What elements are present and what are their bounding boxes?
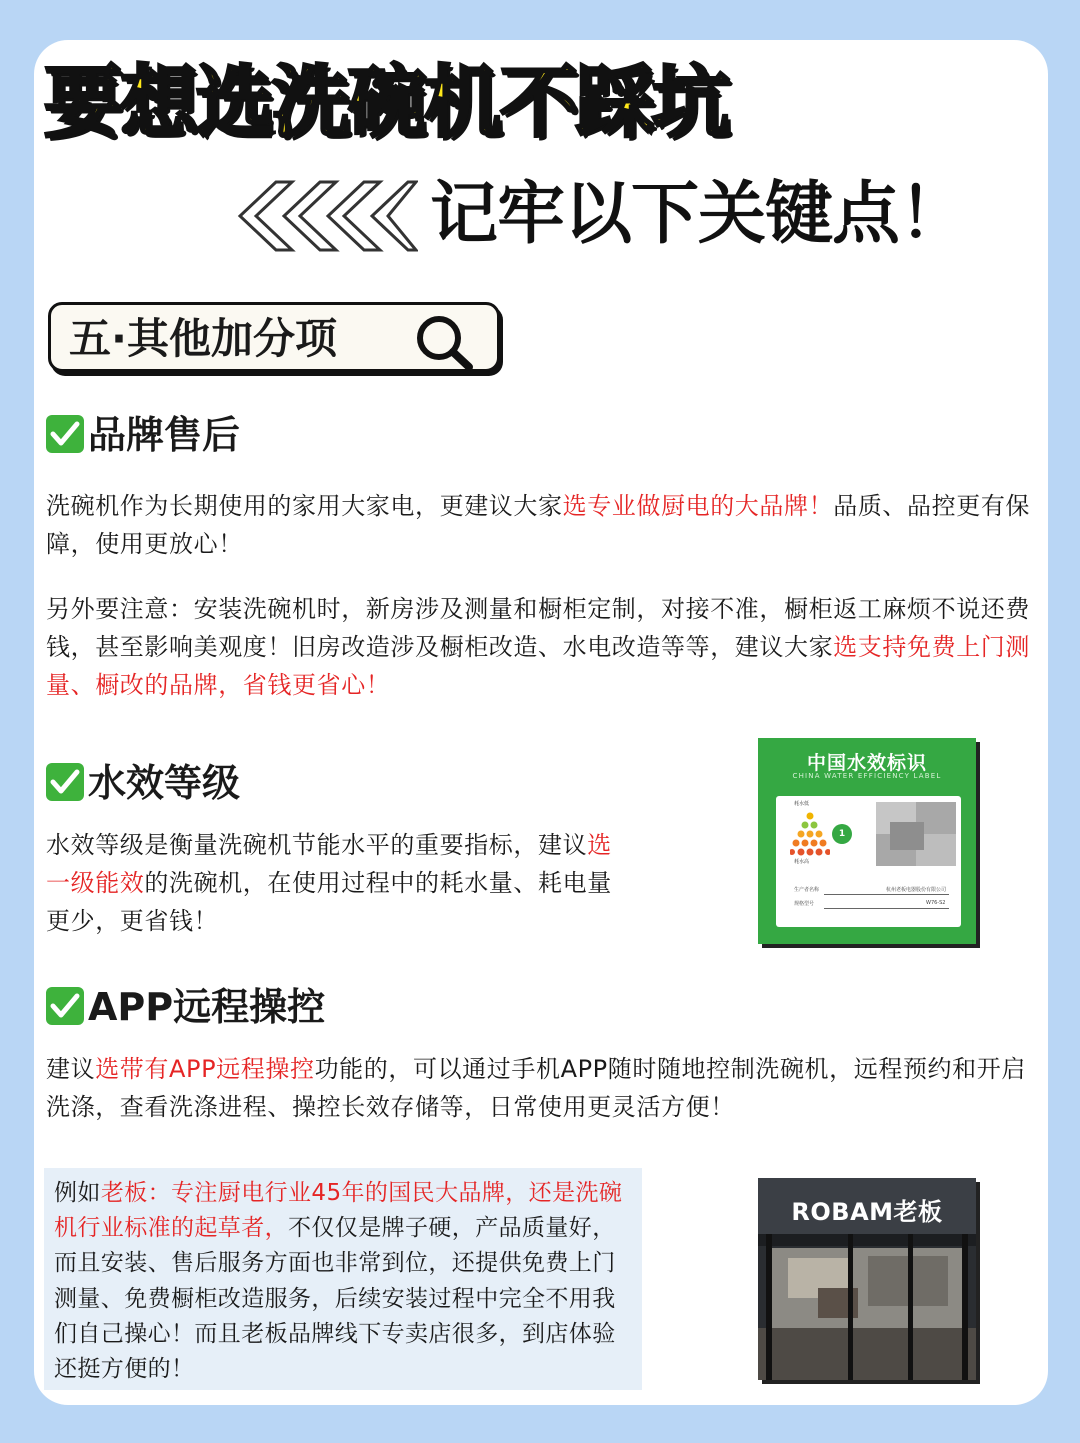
water-efficiency-label-image bbox=[758, 738, 976, 944]
checkmark-icon bbox=[46, 987, 84, 1025]
qr-code-blurred bbox=[876, 802, 956, 866]
water-paragraph: 水效等级是衡量洗碗机节能水平的重要指标，建议选一级能效的洗碗机，在使用过程中的耗水量、耗电量更少，更省钱！ bbox=[46, 831, 612, 935]
water-heading: 水效等级 bbox=[46, 760, 240, 806]
section-header bbox=[48, 302, 500, 372]
sub-title: 记牢以下关键点！ bbox=[430, 175, 967, 254]
label-title: 中国水效标识 bbox=[806, 752, 927, 774]
app-heading: APP远程操控 bbox=[46, 984, 325, 1030]
brand-paragraph-1: 洗碗机作为长期使用的家用大家电，更建议大家选专业做厨电的大品牌！品质、品控更有保障，使用更放心！ bbox=[46, 492, 1031, 558]
example-box bbox=[44, 1168, 642, 1390]
robam-store-photo bbox=[758, 1178, 976, 1380]
brand-heading: 品牌售后 bbox=[46, 412, 240, 458]
search-icon bbox=[413, 313, 477, 371]
app-paragraph: 建议选带有APP远程操控功能的，可以通过手机APP随时随地控制洗碗机，远程预约和开启洗涤，查看洗涤进程、操控长效存储等，日常使用更灵活方便！ bbox=[46, 1055, 1026, 1121]
double-chevron-left-icon bbox=[236, 180, 418, 252]
checkmark-icon bbox=[46, 763, 84, 801]
label-panel: 耗水低 耗水高 1 生产者名称 杭州老板电器股份有限公司 规格型号 W76-S2 bbox=[776, 796, 961, 927]
brand-paragraph-2: 另外要注意：安装洗碗机时，新房涉及测量和橱柜定制，对接不准，橱柜返工麻烦不说还费钱，甚至影响美观度！旧房改造涉及橱柜改造、水电改造等等，建议大家选支持免费上门测量、橱改的品牌，省钱更省心！ bbox=[46, 595, 1031, 699]
label-subtitle: CHINA WATER EFFICIENCY LABEL bbox=[792, 772, 942, 780]
water-drop-pyramid-icon bbox=[790, 810, 830, 856]
checkmark-icon bbox=[46, 415, 84, 453]
grade-badge: 1 bbox=[832, 824, 852, 844]
main-title: 要想选洗碗机不踩坑 bbox=[44, 58, 729, 148]
section-title: 五·其他加分项 bbox=[69, 314, 337, 363]
store-brand-sign: ROBAM老板 bbox=[791, 1198, 943, 1226]
example-text: 例如老板：专注厨电行业45年的国民大品牌，还是洗碗机行业标准的起草者，不仅仅是牌子硬，产品质量好，而且安装、售后服务方面也非常到位，还提供免费上门测量、免费橱柜改造服务，后续安装过程中完全不用我们自己操心！而且老板品牌线下专卖店很多，到店体验还挺方便的！ bbox=[54, 1180, 623, 1383]
